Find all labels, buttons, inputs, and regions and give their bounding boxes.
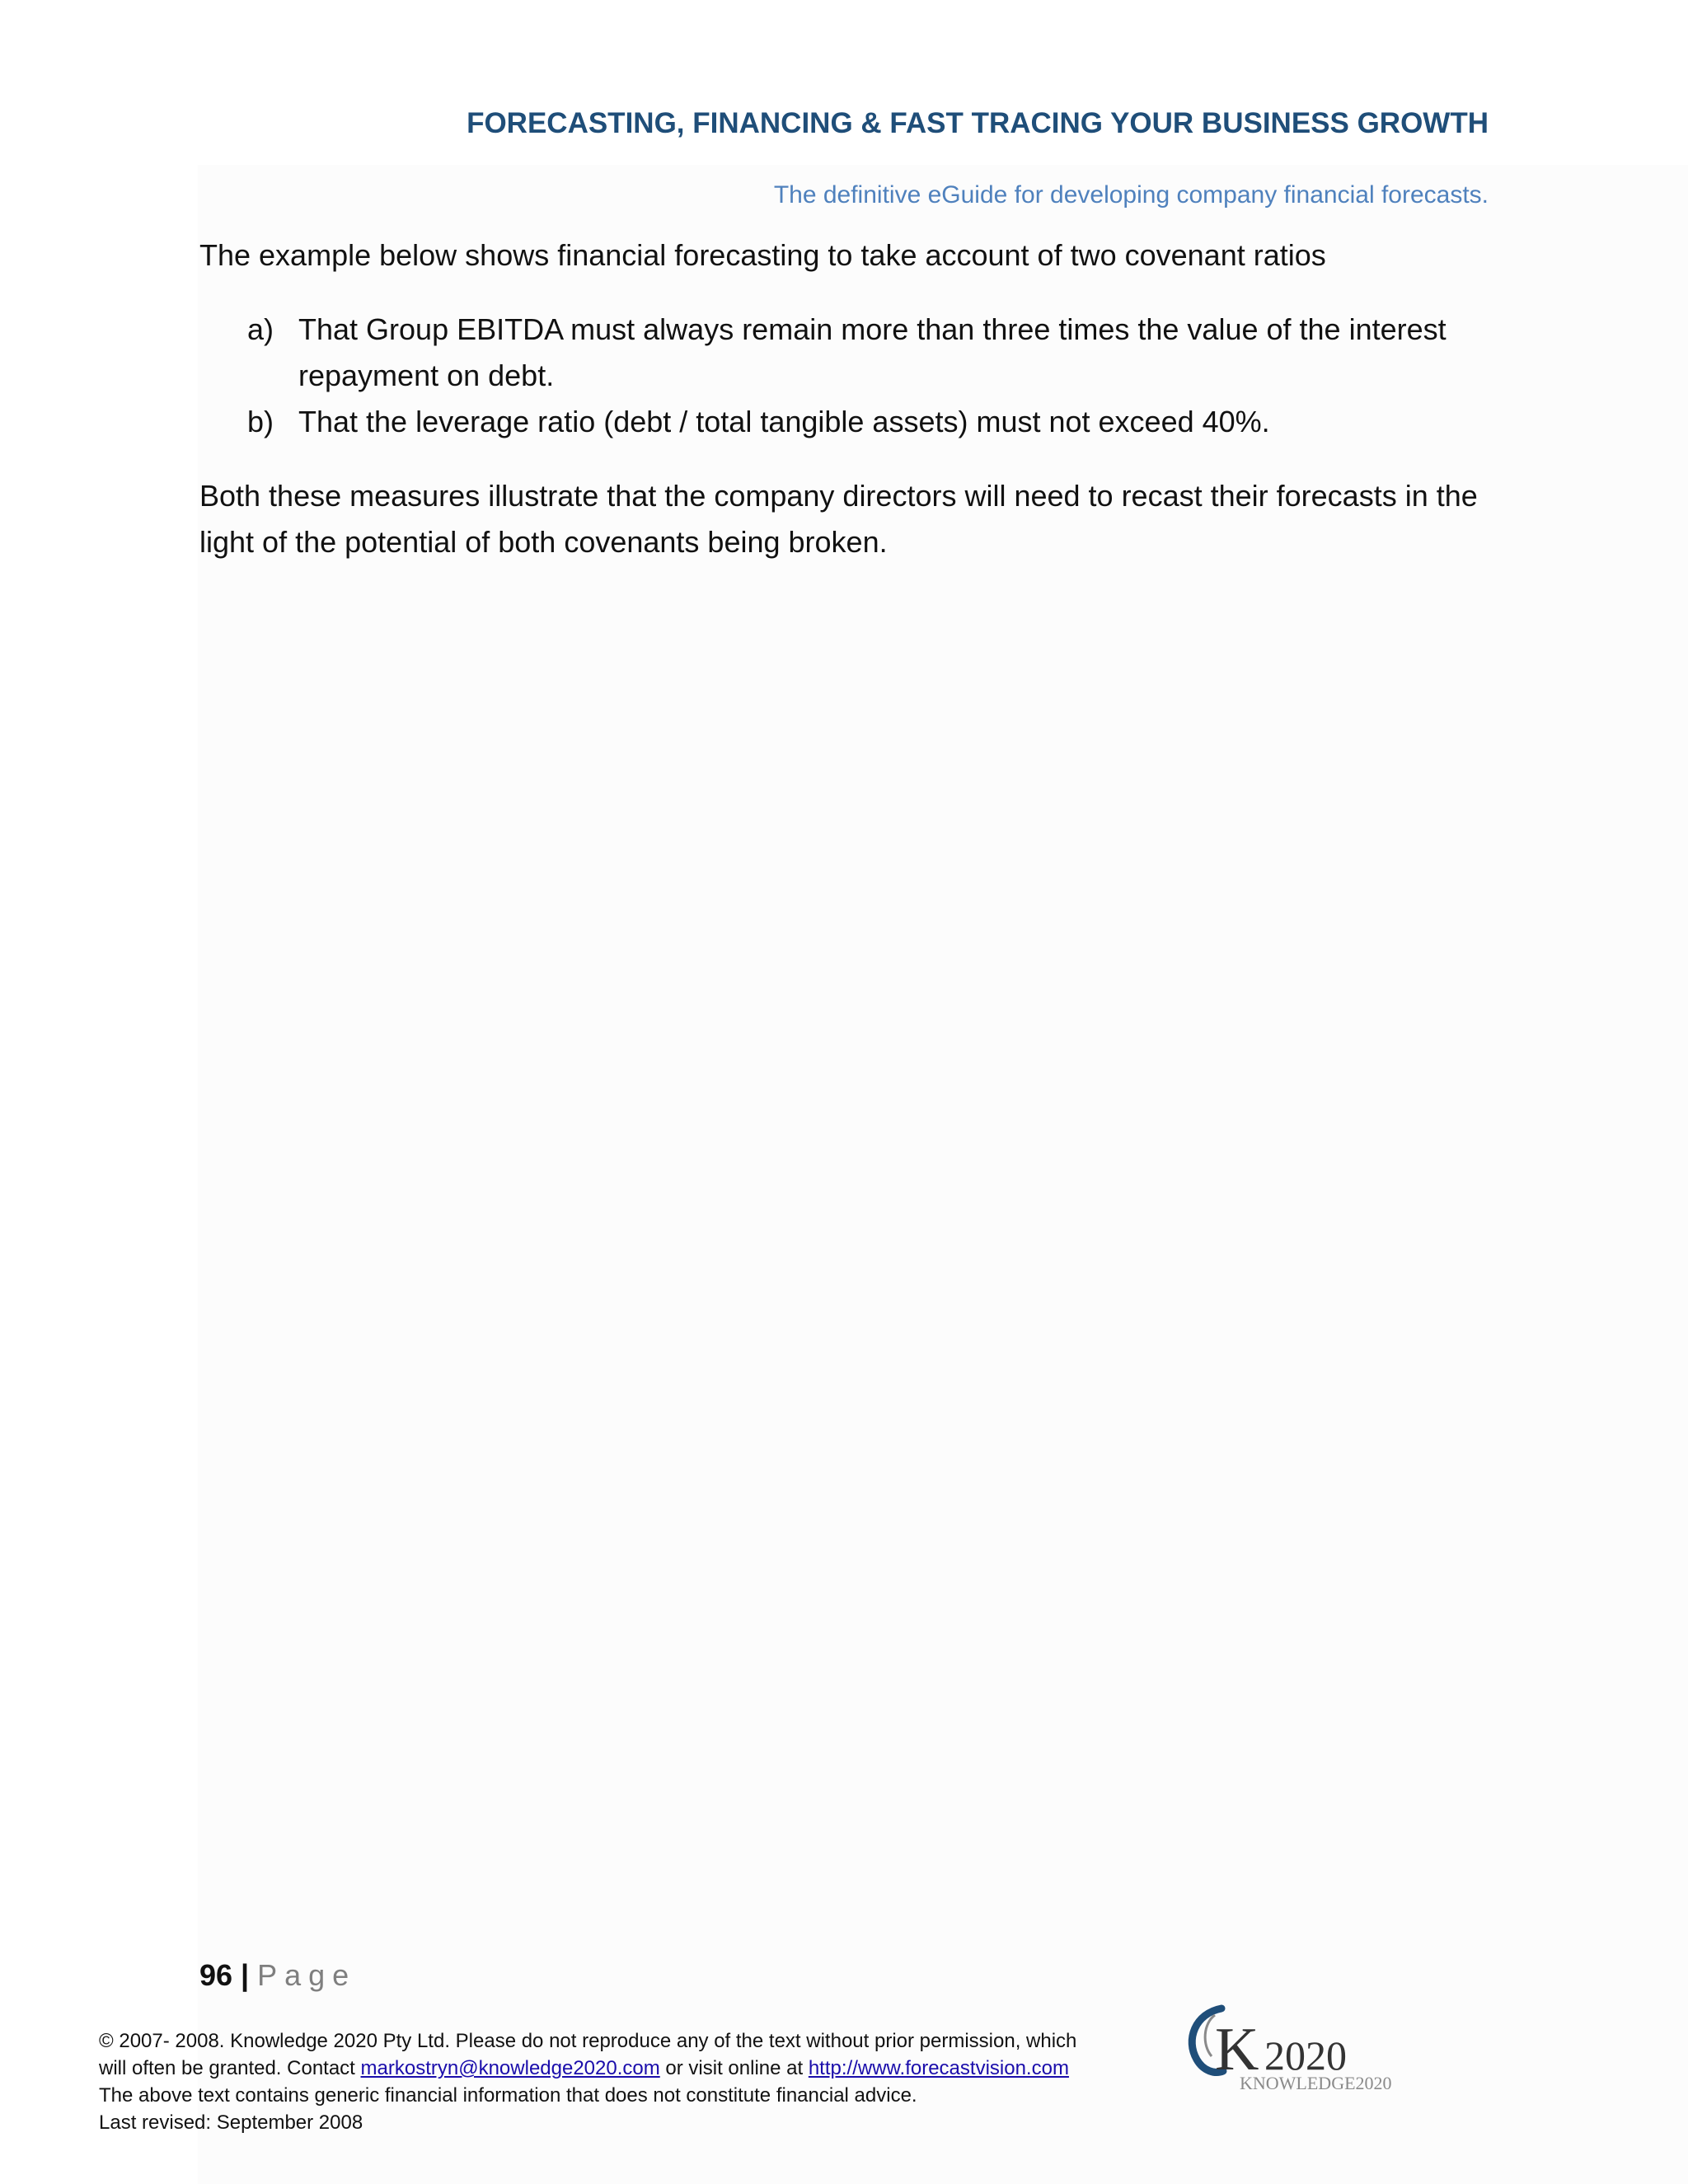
list-marker: b) [247,405,274,438]
page-number [199,1958,356,1993]
knowledge2020-logo-icon [1179,1999,1426,2097]
copyright-line-2-middle: or visit online at [659,2057,809,2079]
list-marker: a) [247,312,274,346]
list-item [247,399,1500,445]
copyright-line-1: © 2007- 2008. Knowledge 2020 Pty Ltd. Please do not reproduce any of the text without prior permission, which [99,2030,1077,2052]
page-background [198,165,1688,2184]
website-link[interactable]: http://www.forecastvision.com [808,2057,1069,2079]
logo-number: 2020 [1264,2032,1347,2079]
disclaimer-text: The above text contains generic financial information that does not constitute financial advice. [99,2084,917,2107]
footer-copyright [99,2027,1170,2136]
knowledge2020-logo [1179,1999,1426,2097]
list-item-text: That Group EBITDA must always remain more than three times the value of the interest repayment on debt. [298,312,1447,392]
email-link[interactable]: markostryn@knowledge2020.com [360,2057,660,2079]
list-item-text: That the leverage ratio (debt / total tangible assets) must not exceed 40%. [298,405,1270,438]
logo-letter: K [1215,2016,1259,2083]
page-number-word: Page [257,1958,357,1992]
page-number-value: 96 [199,1958,233,1992]
closing-paragraph: Both these measures illustrate that the company directors will need to recast their forecasts in the light of the potential of both covenants being broken. [199,479,1478,559]
document-header-title: FORECASTING, FINANCING & FAST TRACING YOUR BUSINESS GROWTH [467,107,1489,139]
copyright-line-2-prefix: will often be granted. Contact [99,2057,361,2079]
page-number-separator: | [241,1958,250,1992]
document-header-subtitle: The definitive eGuide for developing company financial forecasts. [773,181,1489,209]
copyright-line-2 [99,2055,1170,2082]
last-revised-text: Last revised: September 2008 [99,2111,363,2134]
list-item [247,307,1500,399]
intro-paragraph: The example below shows financial forecasting to take account of two covenant ratios [199,238,1326,272]
covenant-list [247,307,1500,445]
logo-wordmark: KNOWLEDGE2020 [1240,2073,1392,2093]
